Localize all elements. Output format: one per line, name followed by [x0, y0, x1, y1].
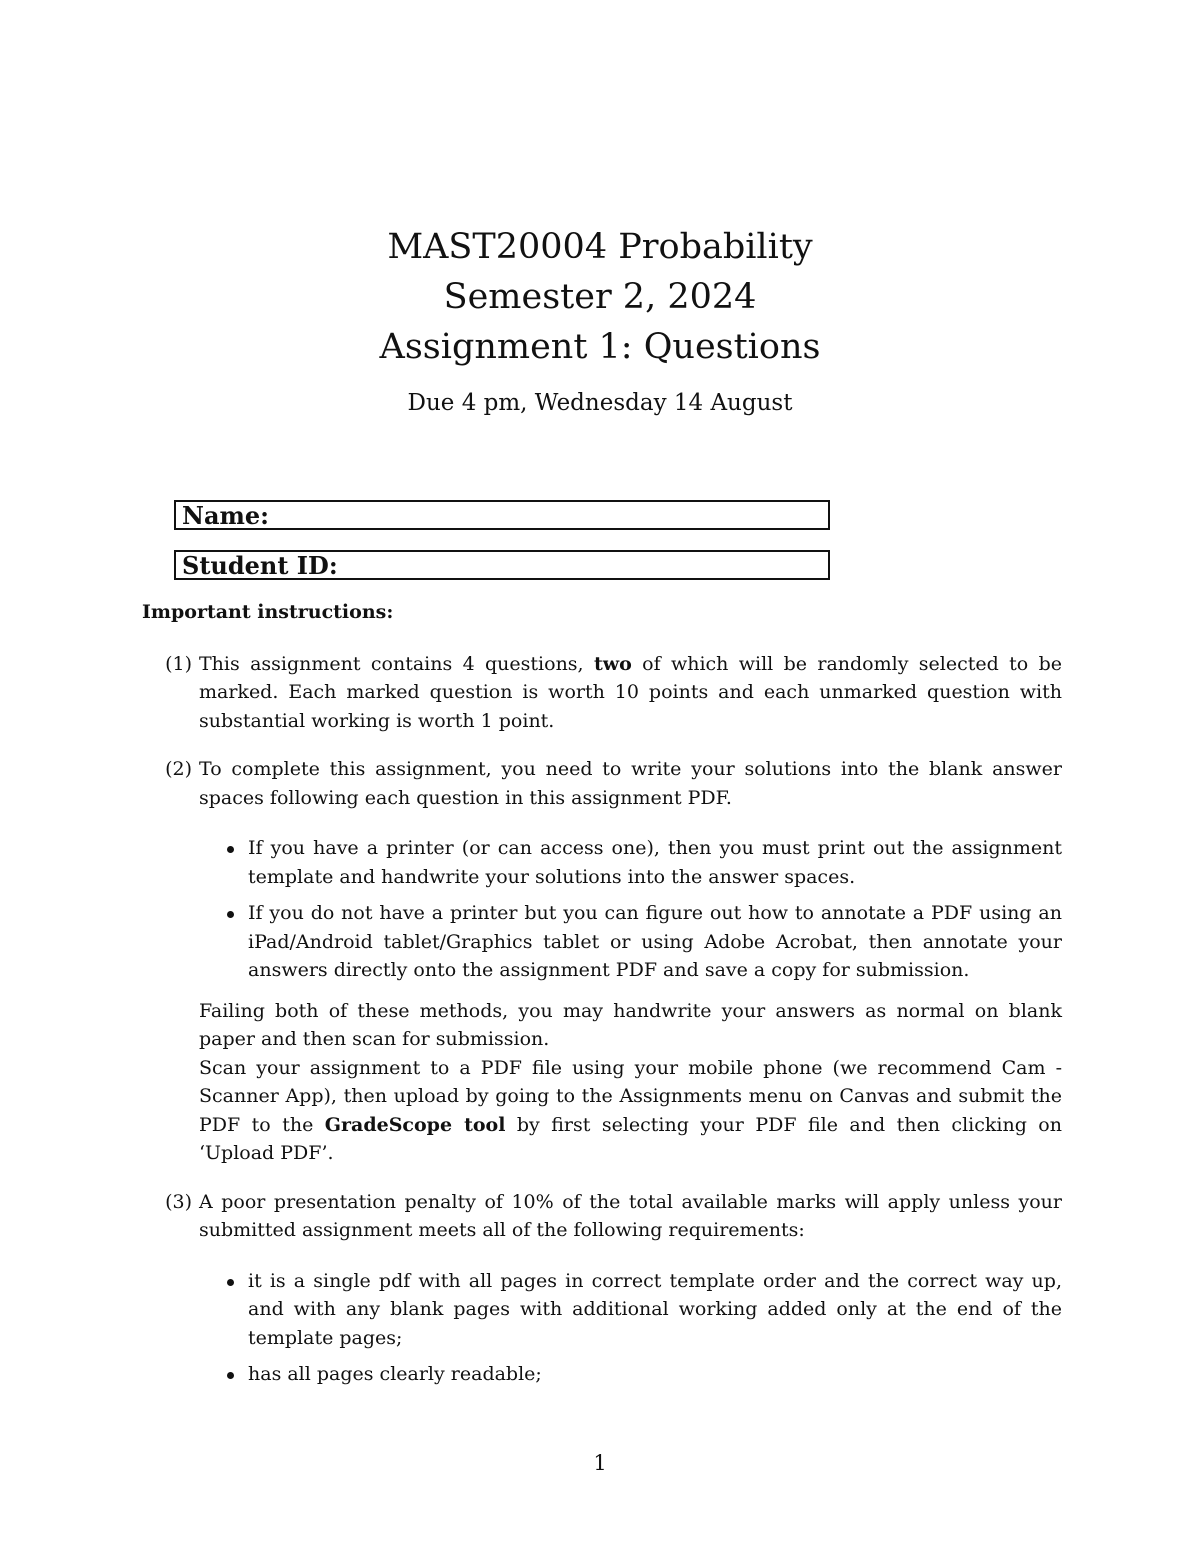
- instructions-heading: Important instructions:: [142, 601, 394, 623]
- bullet-list: [199, 834, 1062, 985]
- title-block: [0, 222, 1200, 418]
- item-number: (3): [165, 1190, 192, 1213]
- instructions-section: [142, 598, 1062, 1409]
- student-id-label: Student ID:: [182, 551, 338, 580]
- scan-paragraph: [199, 1054, 1062, 1168]
- bullet-list: [199, 1267, 1062, 1389]
- fallback-paragraph: Failing both of these methods, you may handwrite your answers as normal on blank paper and then scan for submission.: [199, 999, 1062, 1050]
- instruction-text: [199, 650, 1062, 736]
- item-number: (2): [165, 758, 192, 780]
- instruction-text: To complete this assignment, you need to write your solutions into the blank answer spaces following each question in this assignment PDF.: [199, 758, 1062, 809]
- bullet-icon: [227, 911, 234, 918]
- bullet-text: If you have a printer (or can access one), then you must print out the assignment template and handwrite your solutions into the answer spaces.: [248, 837, 1062, 888]
- bullet-item: [199, 1360, 1062, 1389]
- name-label: Name:: [182, 501, 270, 530]
- bullet-text: has all pages clearly readable;: [248, 1363, 542, 1385]
- bullet-icon: [227, 846, 234, 853]
- instruction-item-1: [142, 650, 1062, 736]
- course-title: MAST20004 Probability: [387, 227, 813, 267]
- student-id-field-box: [174, 550, 830, 580]
- gradescope-tool-emphasis: GradeScope tool: [324, 1113, 506, 1136]
- text-run: by first selecting your PDF file and then clicking on ‘Upload PDF’.: [199, 1113, 1062, 1164]
- text-run: This assignment contains 4 questions,: [199, 652, 584, 675]
- due-date: Due 4 pm, Wednesday 14 August: [407, 390, 793, 416]
- assignment-title: Assignment 1: Questions: [379, 327, 821, 367]
- name-field-box: [174, 500, 830, 530]
- bullet-icon: [227, 1372, 234, 1379]
- bullet-text: it is a single pdf with all pages in correct template order and the correct way up, and with any blank pages with additional working added only at the end of the template pages;: [248, 1269, 1062, 1349]
- bullet-item: [199, 1267, 1062, 1353]
- page-number: 1: [593, 1451, 607, 1475]
- item-number: (1): [165, 652, 192, 675]
- emphasis-two: two: [593, 652, 632, 675]
- bullet-item: [199, 834, 1062, 891]
- bullet-item: [199, 899, 1062, 985]
- text-run: of which will be randomly selected to be marked. Each marked question is worth 10 points and each unmarked question with substantial working is worth 1 point.: [199, 652, 1062, 732]
- bullet-text: If you do not have a printer but you can figure out how to annotate a PDF using an iPad/Android tablet/Graphics tablet or using Adobe Acrobat, then annotate your answers directly onto the assignment PDF and save a copy for submission.: [248, 902, 1062, 981]
- instruction-item-3: [142, 1188, 1062, 1389]
- semester-title: Semester 2, 2024: [443, 277, 757, 317]
- text-run: Scan your assignment to a PDF file using your mobile phone (we recommend Cam - Scanner App), then upload by going to the Assignments menu on Canvas and submit the PDF to the: [199, 1056, 1062, 1136]
- instruction-item-2: [142, 755, 1062, 1168]
- instruction-text: A poor presentation penalty of 10% of the total available marks will apply unless your submitted assignment meets all of the following requirements:: [199, 1190, 1062, 1241]
- bullet-icon: [227, 1279, 234, 1286]
